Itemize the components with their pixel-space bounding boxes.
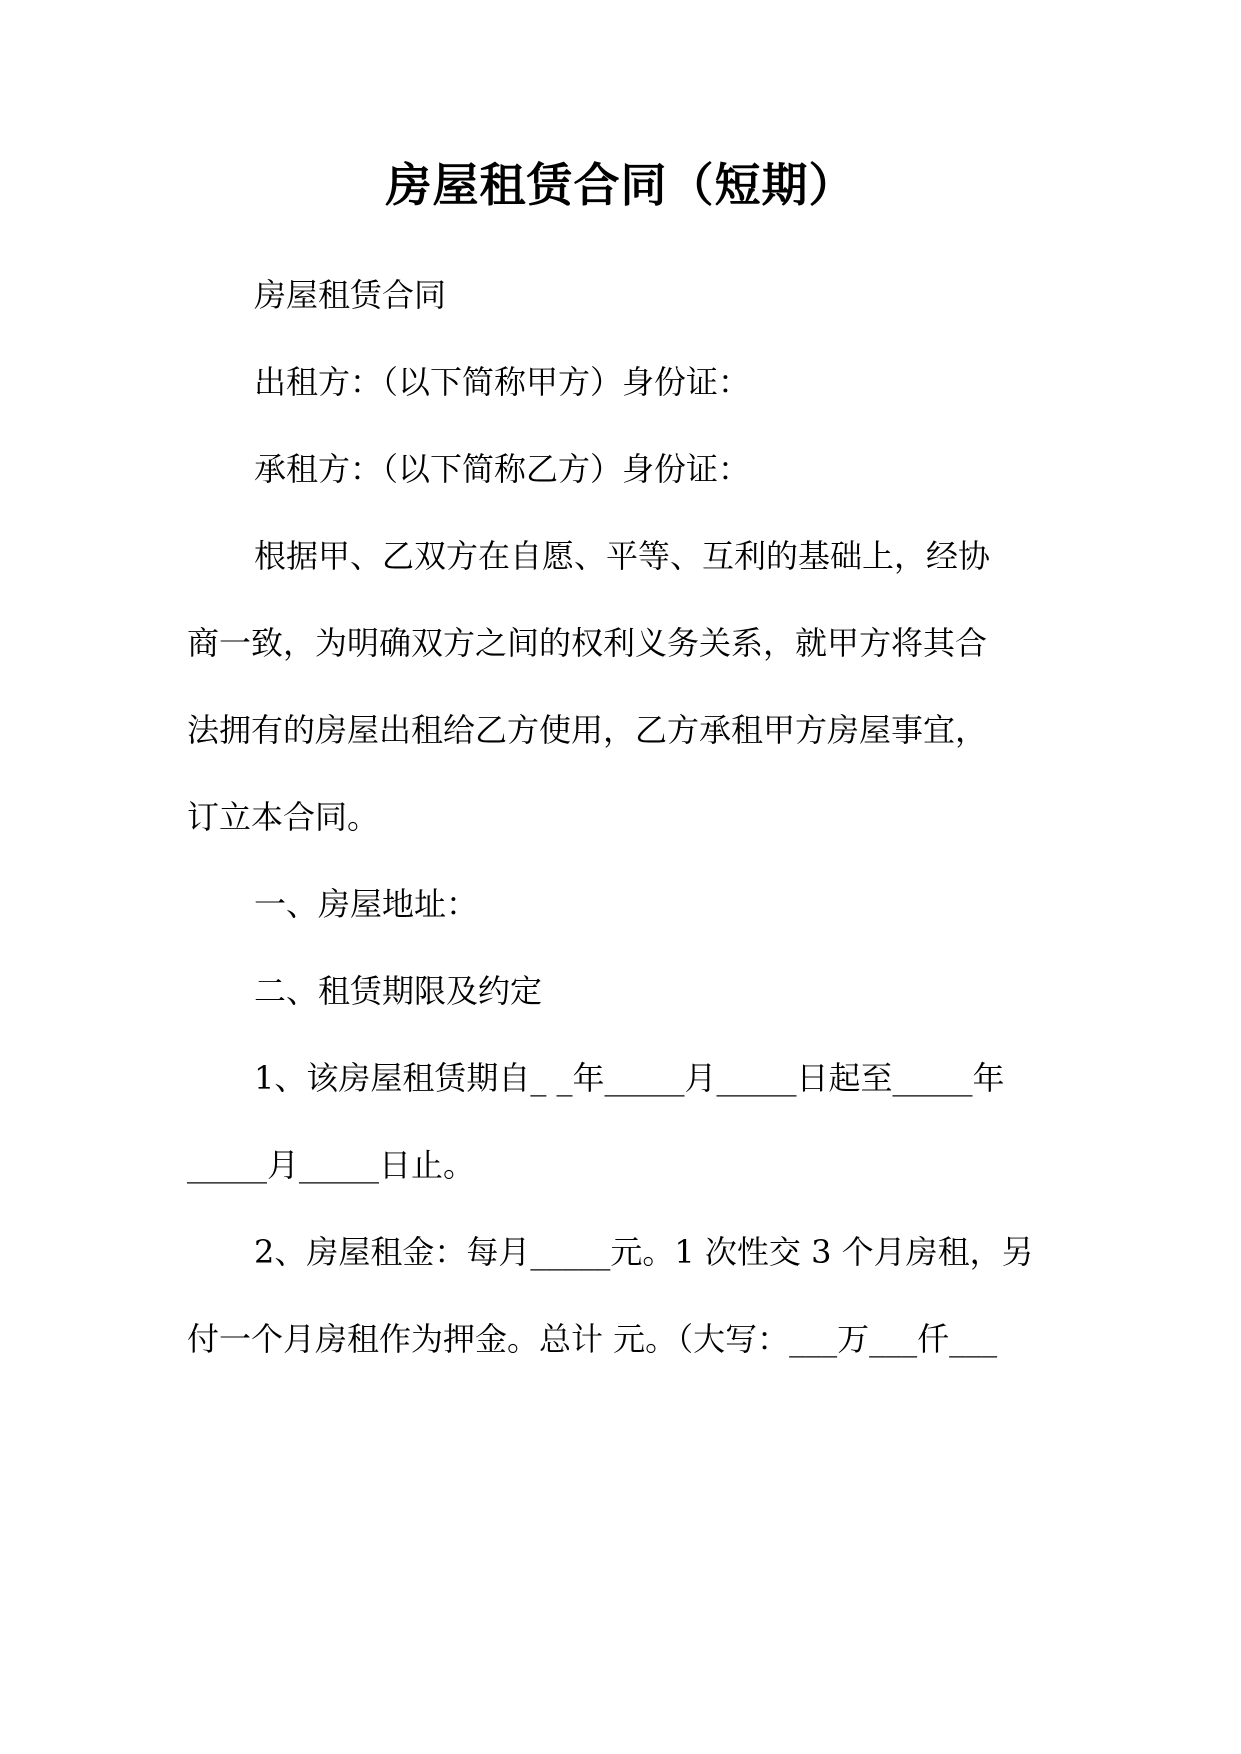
paragraph-heading: 房屋租赁合同	[254, 276, 447, 314]
body-paragraph-line: 商一致，为明确双方之间的权利义务关系，就甲方将其合	[187, 624, 988, 662]
clause-two-line: 付一个月房租作为押金。总计 元。（大写：___万___仟___	[187, 1320, 998, 1358]
section-one-heading: 一、房屋地址：	[254, 885, 479, 923]
lessee-line: 承租方：（以下简称乙方）身份证：	[254, 450, 751, 488]
lessor-line: 出租方：（以下简称甲方）身份证：	[254, 363, 751, 401]
section-two-heading: 二、租赁期限及约定	[254, 972, 543, 1010]
clause-two-line: 2、房屋租金：每月_____元。1 次性交 3 个月房租，另	[254, 1233, 1034, 1271]
body-paragraph-line: 法拥有的房屋出租给乙方使用，乙方承租甲方房屋事宜，	[187, 711, 988, 749]
clause-one-line: 1、该房屋租赁期自_ _年_____月_____日起至_____年	[254, 1059, 1005, 1097]
body-paragraph-line: 根据甲、乙双方在自愿、平等、互利的基础上，经协	[254, 537, 991, 575]
document-title: 房屋租赁合同（短期）	[385, 158, 856, 212]
clause-one-line: _____月_____日止。	[187, 1146, 476, 1184]
body-paragraph-line: 订立本合同。	[187, 798, 380, 836]
